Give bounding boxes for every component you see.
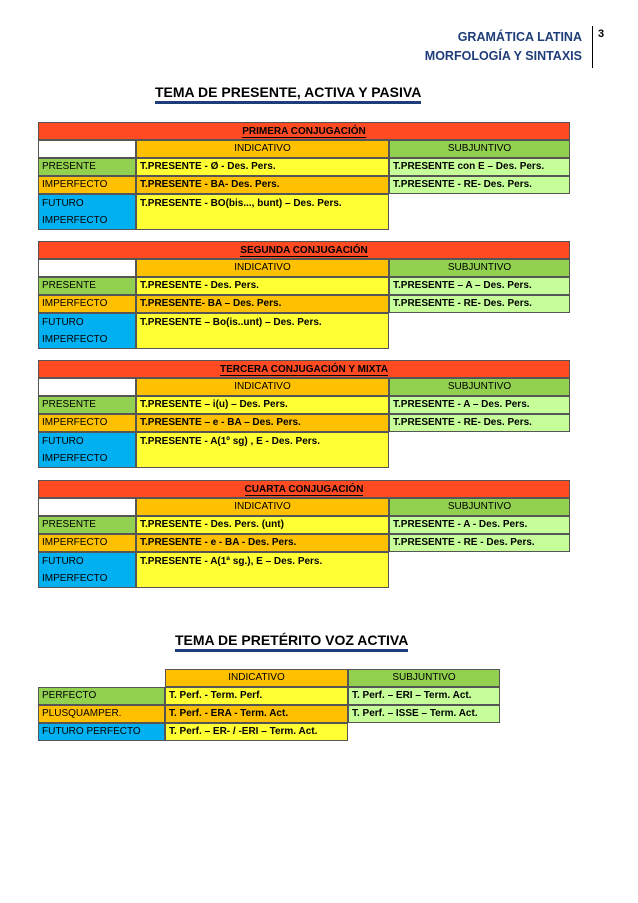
conjugation-table-2 (38, 241, 570, 349)
cell-indicativo: T.PRESENTE- BA – Des. Pers. (136, 295, 389, 313)
perfect-table (38, 669, 500, 741)
row-label: PRESENTE (38, 516, 136, 534)
table-title: SEGUNDA CONJUGACIÓN (38, 241, 570, 259)
col-subjuntivo: SUBJUNTIVO (389, 259, 570, 277)
cell-indicativo: T.PRESENTE - A(1º sg) , E - Des. Pers. (136, 432, 389, 468)
cell-indicativo: T. Perf. – ER- / -ERI – Term. Act. (165, 723, 348, 741)
table-title: CUARTA CONJUGACIÓN (38, 480, 570, 498)
cell-subjuntivo: T.PRESENTE - RE- Des. Pers. (389, 295, 570, 313)
row-label: PRESENTE (38, 277, 136, 295)
section-title-presente: TEMA DE PRESENTE, ACTIVA Y PASIVA (155, 84, 421, 104)
col-indicativo: INDICATIVO (136, 140, 389, 158)
cell-subjuntivo: T.PRESENTE - RE- Des. Pers. (389, 176, 570, 194)
row-label: PERFECTO (38, 687, 165, 705)
cell-subjuntivo: T.PRESENTE – A – Des. Pers. (389, 277, 570, 295)
col-subjuntivo: SUBJUNTIVO (348, 669, 500, 687)
header-subject: GRAMÁTICA LATINA (457, 30, 582, 44)
document-header (425, 28, 582, 66)
col-indicativo: INDICATIVO (136, 259, 389, 277)
row-label: PRESENTE (38, 396, 136, 414)
table-title: TERCERA CONJUGACIÓN Y MIXTA (38, 360, 570, 378)
cell-indicativo: T.PRESENTE - Des. Pers. (136, 277, 389, 295)
row-label: FUTURO IMPERFECTO (38, 552, 136, 588)
cell-indicativo: T.PRESENTE - Ø - Des. Pers. (136, 158, 389, 176)
col-indicativo: INDICATIVO (165, 669, 348, 687)
cell-indicativo: T.PRESENTE - BO(bis..., bunt) – Des. Pers. (136, 194, 389, 230)
col-indicativo: INDICATIVO (136, 498, 389, 516)
header-divider (592, 26, 593, 68)
cell-indicativo: T.PRESENTE - BA- Des. Pers. (136, 176, 389, 194)
col-indicativo: INDICATIVO (136, 378, 389, 396)
cell-indicativo: T.PRESENTE - Des. Pers. (unt) (136, 516, 389, 534)
cell-subjuntivo: T.PRESENTE - A – Des. Pers. (389, 396, 570, 414)
row-label: IMPERFECTO (38, 414, 136, 432)
cell-subjuntivo: T.PRESENTE - RE- Des. Pers. (389, 414, 570, 432)
header-subtitle: MORFOLOGÍA Y SINTAXIS (424, 49, 582, 63)
row-label: FUTURO PERFECTO (38, 723, 165, 741)
col-subjuntivo: SUBJUNTIVO (389, 378, 570, 396)
row-label: PRESENTE (38, 158, 136, 176)
cell-subjuntivo: T.PRESENTE - RE - Des. Pers. (389, 534, 570, 552)
row-label: FUTURO IMPERFECTO (38, 432, 136, 468)
row-label: FUTURO IMPERFECTO (38, 313, 136, 349)
cell-indicativo: T.PRESENTE – e - BA – Des. Pers. (136, 414, 389, 432)
cell-indicativo: T.PRESENTE - A(1ª sg.), E – Des. Pers. (136, 552, 389, 588)
cell-indicativo: T.PRESENTE – Bo(is..unt) – Des. Pers. (136, 313, 389, 349)
cell-indicativo: T. Perf. - ERA - Term. Act. (165, 705, 348, 723)
table-title: PRIMERA CONJUGACIÓN (38, 122, 570, 140)
conjugation-table-4 (38, 480, 570, 588)
cell-subjuntivo: T.PRESENTE con E – Des. Pers. (389, 158, 570, 176)
section-title-preterito: TEMA DE PRETÉRITO VOZ ACTIVA (175, 632, 408, 652)
page-number: 3 (598, 28, 605, 40)
cell-indicativo: T.PRESENTE - e - BA - Des. Pers. (136, 534, 389, 552)
row-label: FUTURO IMPERFECTO (38, 194, 136, 230)
row-label: IMPERFECTO (38, 176, 136, 194)
row-label: IMPERFECTO (38, 295, 136, 313)
cell-indicativo: T. Perf. - Term. Perf. (165, 687, 348, 705)
cell-subjuntivo: T. Perf. – ISSE – Term. Act. (348, 705, 500, 723)
cell-subjuntivo: T. Perf. – ERI – Term. Act. (348, 687, 500, 705)
cell-subjuntivo: T.PRESENTE - A - Des. Pers. (389, 516, 570, 534)
col-subjuntivo: SUBJUNTIVO (389, 498, 570, 516)
conjugation-table-1 (38, 122, 570, 230)
row-label: IMPERFECTO (38, 534, 136, 552)
cell-indicativo: T.PRESENTE – i(u) – Des. Pers. (136, 396, 389, 414)
conjugation-table-3 (38, 360, 570, 468)
col-subjuntivo: SUBJUNTIVO (389, 140, 570, 158)
row-label: PLUSQUAMPER. (38, 705, 165, 723)
